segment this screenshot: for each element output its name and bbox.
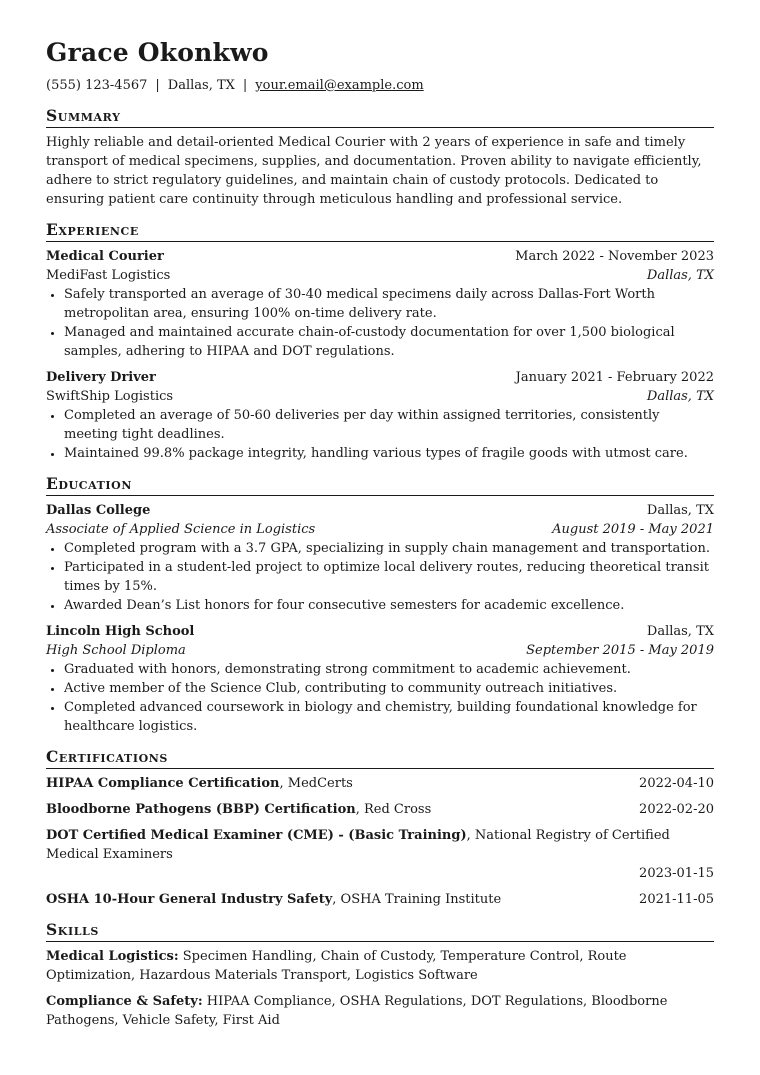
certification-name: DOT Certified Medical Examiner (CME) - (Basic Training) [46, 828, 467, 843]
certification-item [46, 826, 714, 883]
school-location: Dallas, TX [646, 503, 714, 518]
section-title-certifications: Certifications [46, 747, 714, 769]
certification-item [46, 800, 714, 819]
separator: | [155, 78, 160, 93]
certification-issuer: , MedCerts [279, 776, 353, 791]
bullet-item: • Maintained 99.8% package integrity, handling various types of fragile goods with utmost care. [64, 444, 714, 463]
school-name: Dallas College [46, 503, 151, 518]
bullet-item: • Awarded Dean’s List honors for four consecutive semesters for academic excellence. [64, 596, 714, 615]
school-name: Lincoln High School [46, 624, 195, 639]
phone-number: (555) 123-4567 [46, 78, 148, 93]
certification-issuer: , Red Cross [355, 802, 432, 817]
separator: | [242, 78, 248, 93]
job-bullets [46, 285, 714, 361]
certification-date: 2021-11-05 [639, 892, 714, 907]
certification-name: OSHA 10-Hour General Industry Safety [46, 892, 333, 907]
company-name: SwiftShip Logistics [46, 389, 174, 404]
bullet-item: • Graduated with honors, demonstrating strong commitment to academic achievement. [64, 660, 714, 679]
job-title: Delivery Driver [46, 370, 156, 385]
skill-group-label: Medical Logistics: [46, 949, 179, 964]
education-dates: September 2015 - May 2019 [526, 643, 714, 658]
section-title-summary: Summary [46, 106, 714, 128]
certification-issuer: , National Registry of Certified Medical Examiners [46, 828, 670, 862]
education-entry [46, 622, 714, 736]
certification-issuer: , OSHA Training Institute [332, 892, 502, 907]
school-location: Dallas, TX [646, 624, 714, 639]
skill-group-label: Compliance & Safety: [46, 994, 203, 1009]
skill-group [46, 992, 714, 1030]
bullet-item: • Managed and maintained accurate chain-of-custody documentation for over 1,500 biological samples, adhering to HIPAA and DOT regulations. [64, 323, 714, 361]
certification-item [46, 890, 714, 909]
candidate-name: Grace Okonkwo [46, 38, 269, 67]
skill-group-items: Specimen Handling, Chain of Custody, Temperature Control, Route Optimization, Hazardous Materials Transport, Logistics Software [46, 949, 627, 983]
job-dates: January 2021 - February 2022 [515, 370, 714, 385]
section-title-skills: Skills [46, 920, 714, 942]
skill-group-items: HIPAA Compliance, OSHA Regulations, DOT Regulations, Bloodborne Pathogens, Vehicle Safety, First Aid [46, 994, 668, 1028]
certification-item [46, 774, 714, 793]
bullet-item: • Completed advanced coursework in biology and chemistry, building foundational knowledge for healthcare logistics. [64, 698, 714, 736]
section-title-experience: Experience [46, 220, 714, 242]
job-title: Medical Courier [46, 249, 164, 264]
skill-group [46, 947, 714, 985]
degree-name: High School Diploma [46, 643, 186, 658]
experience-entry [46, 247, 714, 361]
certification-name: HIPAA Compliance Certification [46, 776, 280, 791]
certification-date: 2022-02-20 [639, 802, 714, 817]
bullet-item: • Participated in a student-led project to optimize local delivery routes, reducing theoretical transit times by 15%. [64, 558, 714, 596]
bullet-item: • Completed program with a 3.7 GPA, specializing in supply chain management and transportation. [64, 539, 714, 558]
experience-entry [46, 368, 714, 463]
education-bullets [46, 660, 714, 736]
company-name: MediFast Logistics [46, 268, 171, 283]
job-location: Dallas, TX [646, 268, 714, 283]
location: Dallas, TX [167, 78, 235, 93]
bullet-item: • Completed an average of 50-60 deliveries per day within assigned territories, consistently meeting tight deadlines. [64, 406, 714, 444]
job-bullets [46, 406, 714, 463]
job-location: Dallas, TX [646, 389, 714, 404]
certification-date: 2023-01-15 [639, 866, 714, 881]
summary-text: Highly reliable and detail-oriented Medical Courier with 2 years of experience in safe and timely transport of medical specimens, supplies, and documentation. Proven ability to navigate efficiently, adhere to strict regulatory guidelines, and maintain chain of custody protocols. Dedicated to ensuring patient care continuity through meticulous handling and professional service. [46, 135, 702, 207]
section-title-education: Education [46, 474, 714, 496]
email-link[interactable]: your.email@example.com [255, 78, 424, 93]
contact-line [46, 76, 714, 95]
education-bullets [46, 539, 714, 615]
resume-page [46, 36, 714, 1037]
education-dates: August 2019 - May 2021 [552, 522, 714, 537]
certification-name: Bloodborne Pathogens (BBP) Certification [46, 802, 356, 817]
degree-name: Associate of Applied Science in Logistics [46, 522, 316, 537]
bullet-item: • Active member of the Science Club, contributing to community outreach initiatives. [64, 679, 714, 698]
education-entry [46, 501, 714, 615]
job-dates: March 2022 - November 2023 [515, 249, 714, 264]
certification-date: 2022-04-10 [639, 776, 714, 791]
bullet-item: • Safely transported an average of 30-40 medical specimens daily across Dallas-Fort Worth metropolitan area, ensuring 100% on-time delivery rate. [64, 285, 714, 323]
